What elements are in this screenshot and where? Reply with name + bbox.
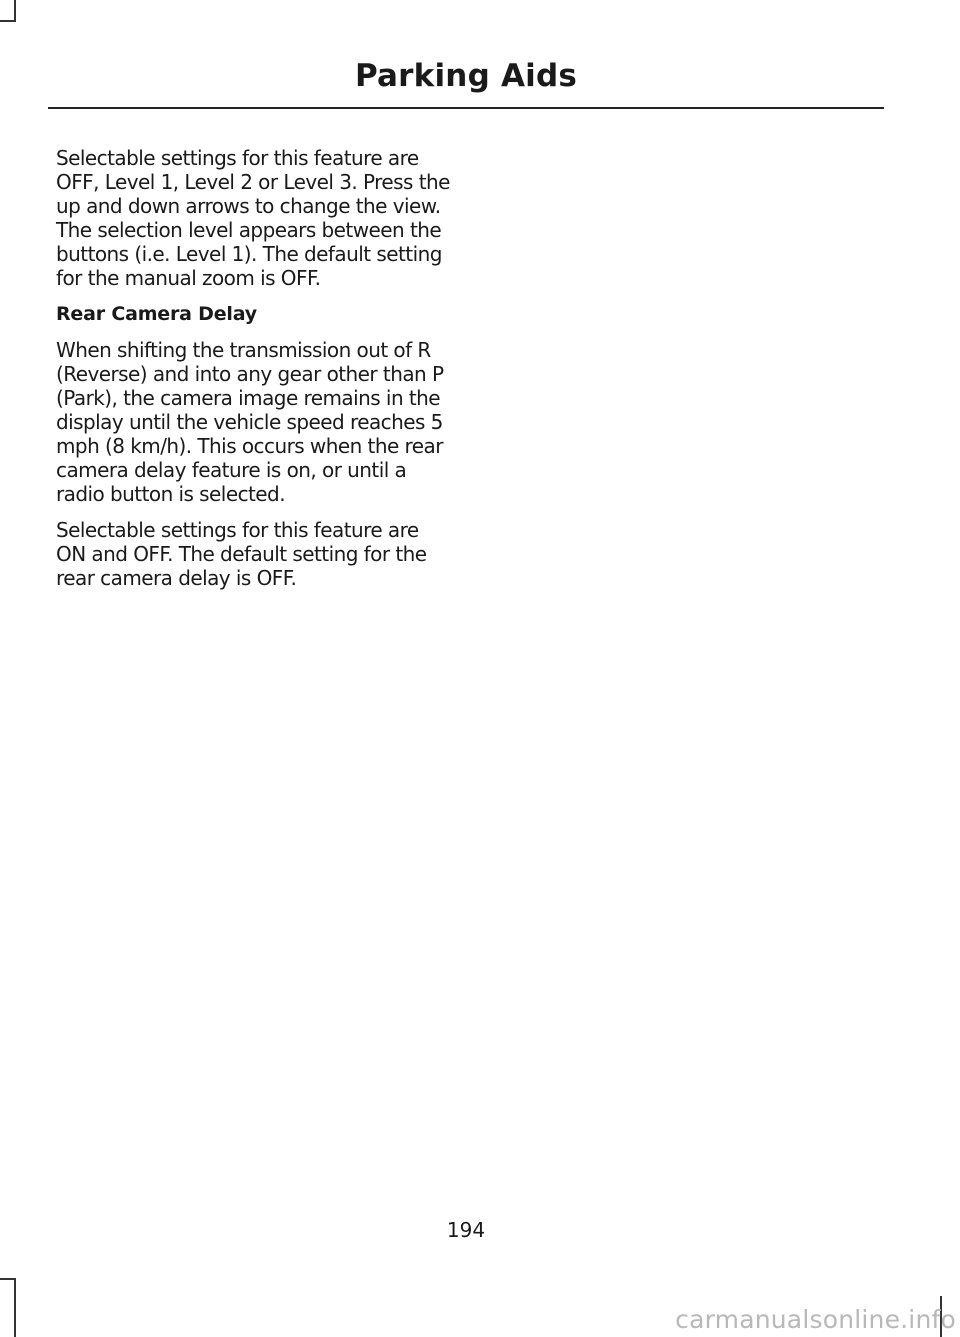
watermark-text: carmanualsonline.info [675, 1305, 956, 1334]
page-title: Parking Aids [354, 58, 578, 94]
paragraph-rear-camera-delay-description: When shifting the transmission out of R (Reverse) and into any gear other than P (Park), the camera image remains in the display until the vehicle speed reaches 5 mph (8 km/h). This occurs when the rear camera delay feature is on, or until a radio button is selected. [56, 338, 444, 506]
page-number: 194 [446, 1218, 486, 1242]
crop-mark-top-left-horizontal [0, 20, 16, 22]
section-heading-rear-camera-delay: Rear Camera Delay [56, 303, 257, 325]
crop-mark-bottom-left-vertical [14, 1278, 16, 1337]
page-header [48, 52, 884, 102]
crop-mark-top-left-vertical [14, 0, 16, 20]
paragraph-rear-camera-delay-settings: Selectable settings for this feature are ON and OFF. The default setting for the rear camera delay is OFF. [56, 518, 427, 590]
paragraph-zoom-settings: Selectable settings for this feature are OFF, Level 1, Level 2 or Level 3. Press the up and down arrows to change the view. The selection level appears between the buttons (i.e. Level 1). The default setting for the manual zoom is OFF. [56, 146, 450, 290]
main-column [56, 146, 451, 602]
header-divider [48, 107, 884, 109]
